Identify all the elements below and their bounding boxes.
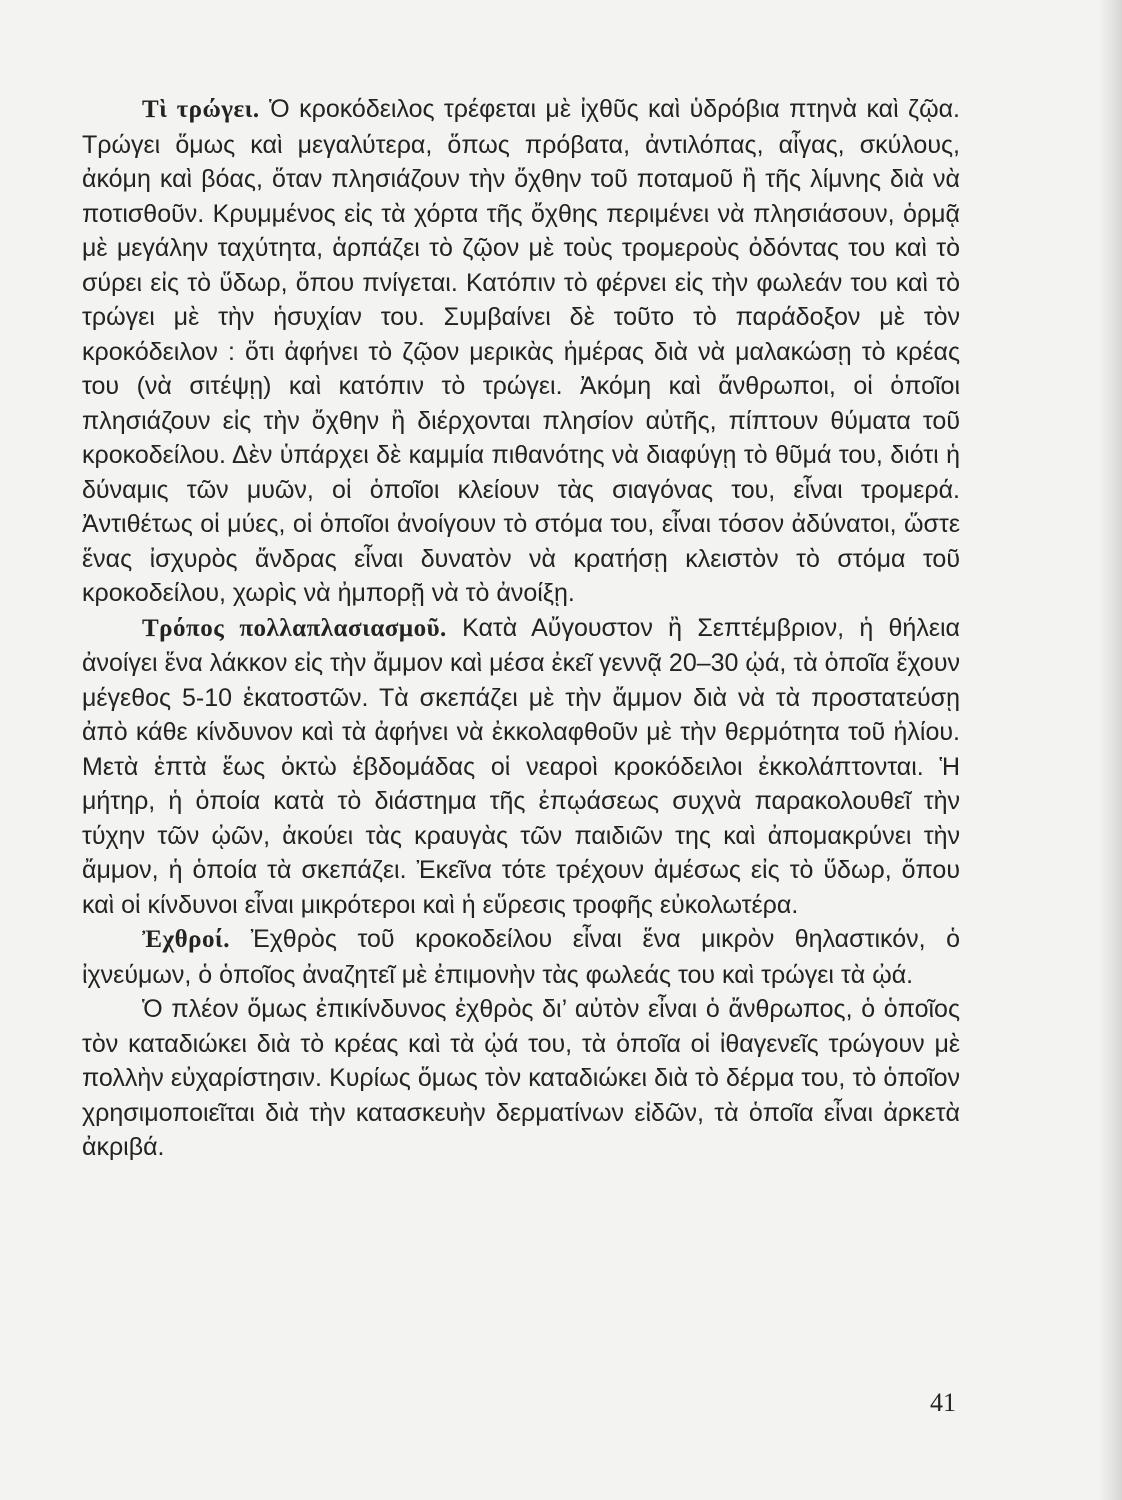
paragraph-food: [82, 92, 960, 611]
paragraph-enemies: [82, 922, 960, 992]
section-heading-reproduction: Τρόπος πολλαπλασιασμοῦ.: [142, 614, 447, 642]
paragraph-reproduction: [82, 611, 960, 923]
section-heading-food: Τὶ τρώγει.: [142, 96, 260, 123]
page-text: [82, 92, 960, 1165]
section-body-enemies: Ἐχθρὸς τοῦ κροκοδείλου εἶναι ἕνα μικρὸν θηλαστικόν, ὁ ἰχνεύμων, ὁ ὁποῖος ἀναζητεῖ μὲ ἐπιμονὴν τὰς φωλεάς του καὶ τρώγει τὰ ᾠά.: [82, 925, 960, 989]
section-body-reproduction: Κατὰ Αὔγουστον ἢ Σεπτέμβριον, ἡ θήλεια ἀνοίγει ἕνα λάκκον εἰς τὴν ἄμμον καὶ μέσα ἐκεῖ γεννᾷ 20–30 ᾠά, τὰ ὁποῖα ἔχουν μέγεθος 5-10 ἑκατοστῶν. Τὰ σκεπάζει μὲ τὴν ἄμμον διὰ νὰ τὰ προστατεύσῃ ἀπὸ κάθε κίνδυνον καὶ τὰ ἀφήνει νὰ ἐκκολαφθοῦν μὲ τὴν θερμότητα τοῦ ἡλίου. Μετὰ ἑπτὰ ἕως ὀκτὼ ἑβδομάδας οἱ νεαροὶ κροκόδειλοι ἐκκολάπτονται. Ἡ μήτηρ, ἡ ὁποία κατὰ τὸ διάστημα τῆς ἐπῳάσεως συχνὰ παρακολουθεῖ τὴν τύχην τῶν ᾠῶν, ἀκούει τὰς κραυγὰς τῶν παιδιῶν της καὶ ἀπομακρύνει τὴν ἄμμον, ἡ ὁποία τὰ σκεπάζει. Ἐκεῖνα τότε τρέχουν ἀμέσως εἰς τὸ ὕδωρ, ὅπου καὶ οἱ κίνδυνοι εἶναι μικρότεροι καὶ ἡ εὕρεσις τροφῆς εὐκολωτέρα.: [82, 613, 960, 919]
page-edge-shadow: [1098, 0, 1122, 1500]
section-body-food: Ὁ κροκόδειλος τρέφεται μὲ ἰχθῦς καὶ ὑδρόβια πτηνὰ καὶ ζῷα. Τρώγει ὅμως καὶ μεγαλύτερα, ὅπως πρόβατα, ἀντιλόπας, αἶγας, σκύλους, ἀκόμη καὶ βόας, ὅταν πλησιάζουν τὴν ὄχθην τοῦ ποταμοῦ ἢ τῆς λίμνης διὰ νὰ ποτισθοῦν. Κρυμμένος εἰς τὰ χόρτα τῆς ὄχθης περιμένει νὰ πλησιάσουν, ὁρμᾷ μὲ μεγάλην ταχύτητα, ἁρπάζει τὸ ζῷον μὲ τοὺς τρομεροὺς ὀδόντας του καὶ τὸ σύρει εἰς τὸ ὕδωρ, ὅπου πνίγεται. Κατόπιν τὸ φέρνει εἰς τὴν φωλεάν του καὶ τὸ τρώγει μὲ τὴν ἡσυχίαν του. Συμβαίνει δὲ τοῦτο τὸ παράδοξον μὲ τὸν κροκόδειλον : ὅτι ἀφήνει τὸ ζῷον μερικὰς ἡμέρας διὰ νὰ μαλακώσῃ τὸ κρέας του (νὰ σιτέψῃ) καὶ κατόπιν τὸ τρώγει. Ἀκόμη καὶ ἄνθρωποι, οἱ ὁποῖοι πλησιάζουν εἰς τὴν ὄχθην ἢ διέρχονται πλησίον αὐτῆς, πίπτουν θύματα τοῦ κροκοδείλου. Δὲν ὑπάρχει δὲ καμμία πιθανότης νὰ διαφύγῃ τὸ θῦμά του, διότι ἡ δύναμις τῶν μυῶν, οἱ ὁποῖοι κλείουν τὰς σιαγόνας του, εἶναι τρομερά. Ἀντιθέτως οἱ μύες, οἱ ὁποῖοι ἀνοίγουν τὸ στόμα του, εἶναι τόσον ἀδύνατοι, ὥστε ἕνας ἰσχυρὸς ἄνδρας εἶναι δυνατὸν νὰ κρατήσῃ κλειστὸν τὸ στόμα τοῦ κροκοδείλου, χωρὶς νὰ ἠμπορῇ νὰ τὸ ἀνοίξῃ.: [82, 95, 960, 607]
section-heading-enemies: Ἐχθροί.: [142, 926, 231, 953]
paragraph-closing: Ὁ πλέον ὅμως ἐπικίνδυνος ἐχθρὸς δι’ αὐτὸν εἶναι ὁ ἄνθρωπος, ὁ ὁποῖος τὸν καταδιώκει διὰ τὸ κρέας καὶ τὰ ᾠά του, τὰ ὁποῖα οἱ ἰθαγενεῖς τρώγουν μὲ πολλὴν εὐχαρίστησιν. Κυρίως ὅμως τὸν καταδιώκει διὰ τὸ δέρμα του, τὸ ὁποῖον χρησιμοποιεῖται διὰ τὴν κατασκευὴν δερματίνων εἰδῶν, τὰ ὁποῖα εἶναι ἀρκετὰ ἀκριβά.: [82, 995, 960, 1161]
page-number: 41: [930, 1388, 956, 1417]
